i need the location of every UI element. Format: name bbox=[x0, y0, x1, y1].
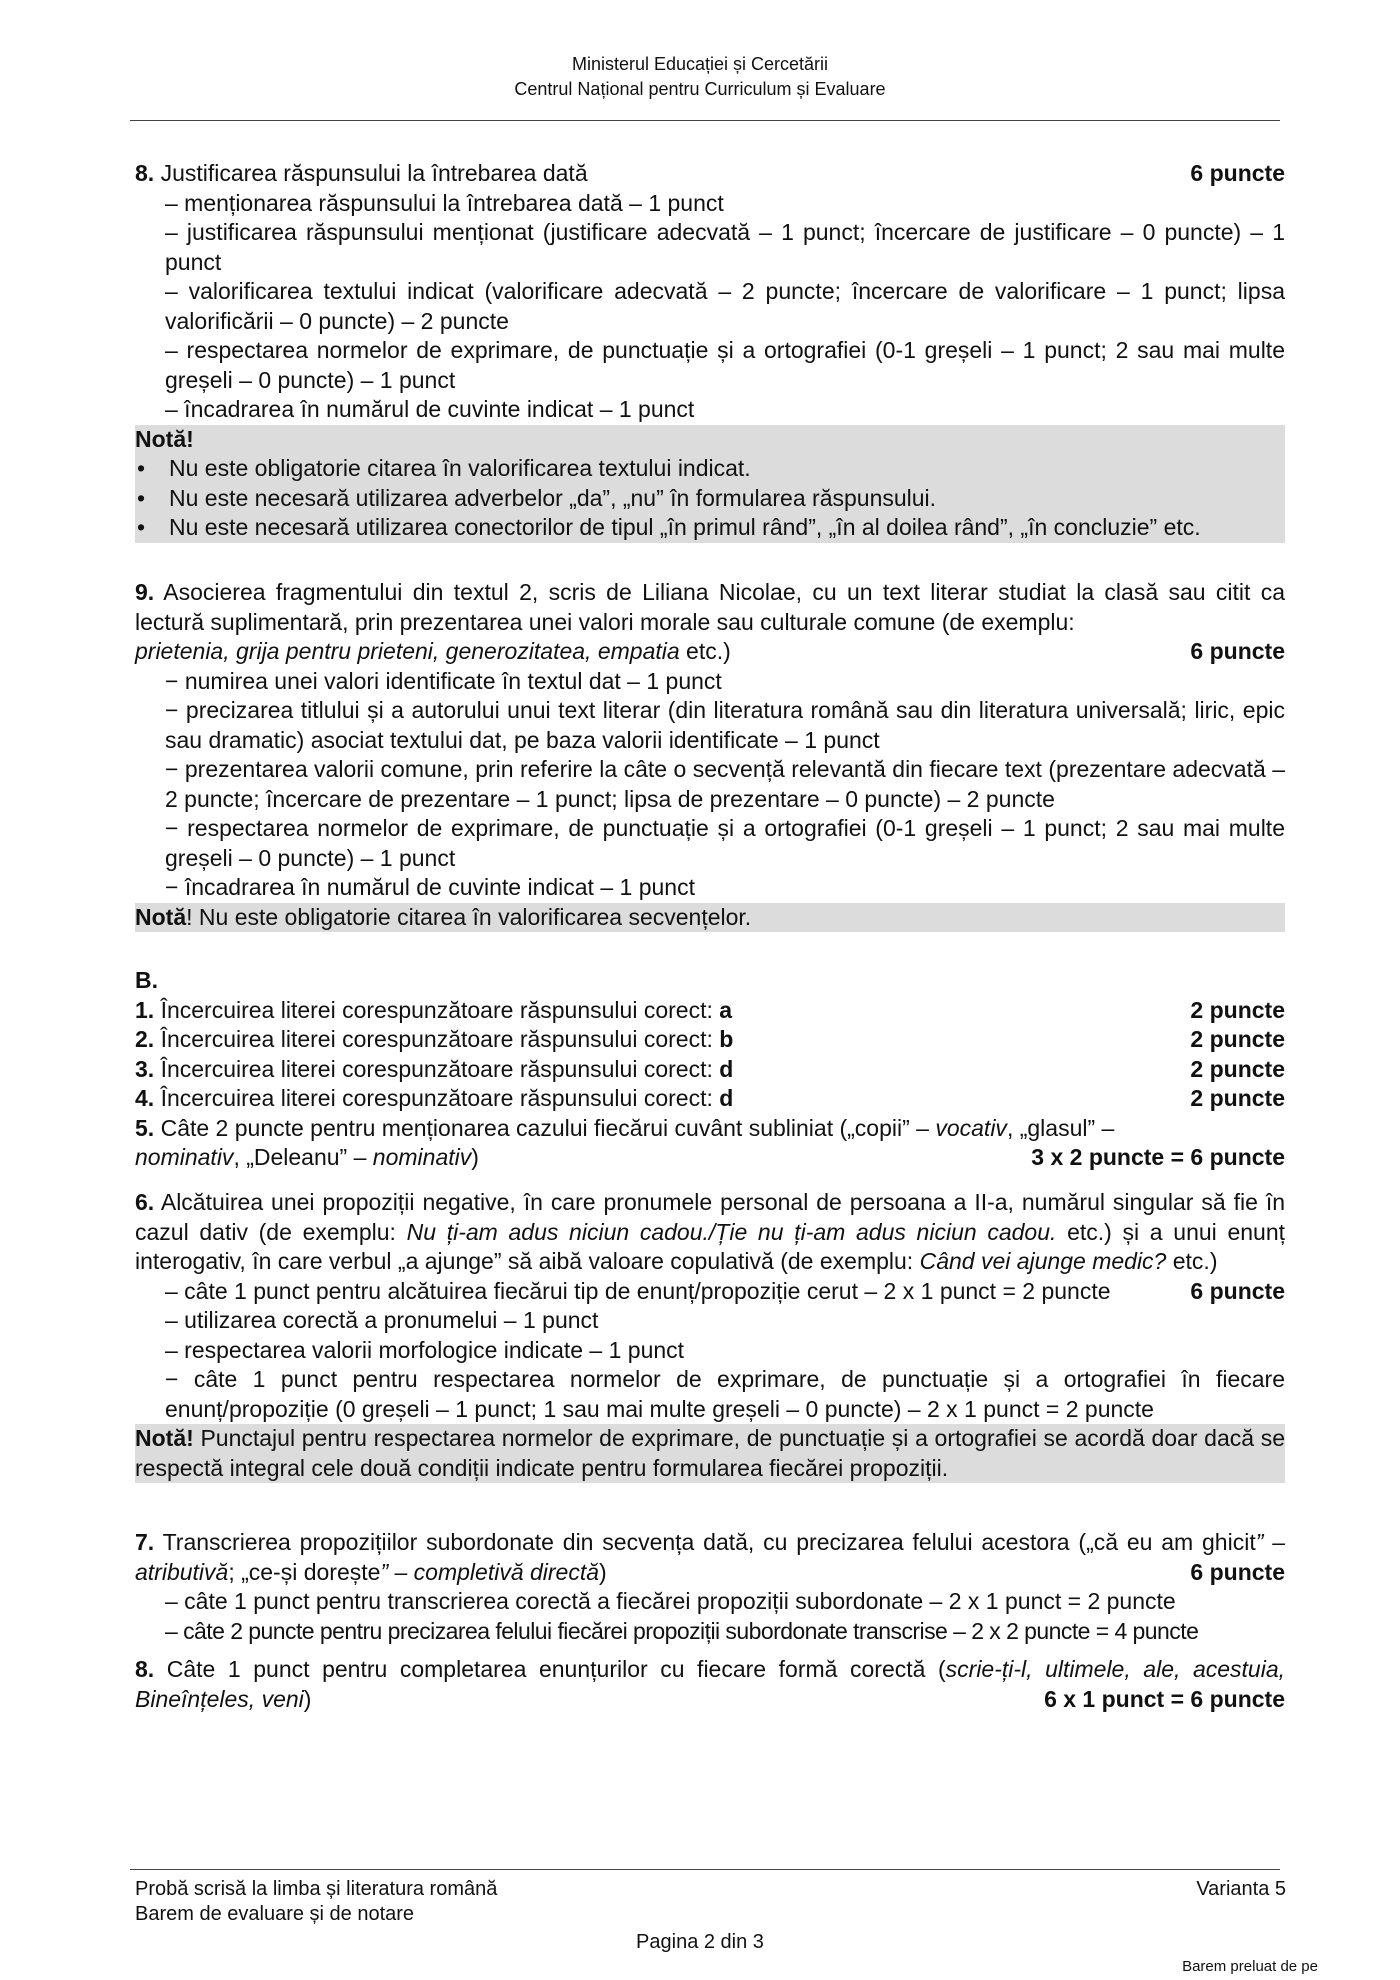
b5-points: 3 x 2 puncte = 6 puncte bbox=[1031, 1144, 1285, 1170]
b6-note-title: Notă! bbox=[135, 1425, 194, 1451]
b3-number: 3. bbox=[135, 1055, 155, 1082]
b7-item: – câte 2 puncte pentru precizarea felului fiecărei propoziții subordonate transcrise – 2 x 2 puncte = 4 puncte bbox=[165, 1617, 1199, 1644]
b-question-6 bbox=[135, 1188, 1285, 1483]
b4-text: Încercuirea literei corespunzătoare răspunsului corect: bbox=[154, 1085, 720, 1111]
q9-note bbox=[135, 903, 1285, 933]
b-row-1 bbox=[135, 996, 1285, 1026]
q9-item: − numirea unei valori identificate în textul dat – 1 punct bbox=[165, 667, 722, 694]
b4-answer: d bbox=[719, 1085, 734, 1111]
section-b-label: B. bbox=[135, 967, 158, 993]
q8-note-title: Notă! bbox=[135, 425, 194, 452]
b3-text: Încercuirea literei corespunzătoare răspunsului corect: bbox=[154, 1055, 720, 1082]
b6-note bbox=[135, 1424, 1285, 1483]
header-ministry: Ministerul Educației și Cercetării bbox=[571, 54, 829, 74]
bullet-icon: • bbox=[137, 455, 146, 481]
b-question-8 bbox=[135, 1655, 1285, 1714]
b-question-7 bbox=[135, 1528, 1285, 1646]
b3-answer: d bbox=[719, 1055, 734, 1082]
section-b bbox=[135, 966, 1285, 1173]
b7-number: 7. bbox=[135, 1529, 155, 1555]
q9-etc: etc.) bbox=[679, 638, 731, 664]
footer-barem-title: Barem de evaluare și de notare bbox=[135, 1903, 415, 1925]
b6-text: etc.) și a unui enunț interogativ, în care verbul „a ajunge” să aibă valoare copulativă (de exemplu: bbox=[135, 1218, 1286, 1274]
b7-type: atributivă bbox=[135, 1558, 229, 1585]
b2-text: Încercuirea literei corespunzătoare răspunsului corect: bbox=[154, 1026, 720, 1052]
b2-answer: b bbox=[719, 1026, 734, 1052]
b1-text: Încercuirea literei corespunzătoare răspunsului corect: bbox=[154, 996, 720, 1023]
b8-number: 8. bbox=[135, 1656, 155, 1682]
q8-item: – încadrarea în numărul de cuvinte indicat – 1 punct bbox=[165, 396, 695, 422]
b2-points: 2 puncte bbox=[1190, 1026, 1285, 1052]
b6-example: Nu ți-am adus niciun cadou./Ție nu ți-am adus niciun cadou. bbox=[406, 1218, 1057, 1245]
b6-text: Alcătuirea unei propoziții negative, în care pronumele personal de persoana a II-a, numărul singular să fie în cazul dativ (de exemplu: bbox=[135, 1189, 1285, 1245]
b7-type: completivă directă bbox=[413, 1558, 600, 1585]
b5-case: nominativ bbox=[135, 1144, 234, 1170]
b8-forms: scrie-ți-l, ultimele, ale, acestuia, Bineînțeles, veni bbox=[135, 1656, 1285, 1712]
b5-text: , „glasul” – bbox=[1006, 1114, 1115, 1141]
q9-text: Asocierea fragmentului din textul 2, scris de Liliana Nicolae, cu un text literar studiat la clasă sau citit ca lectură suplimentară, prin prezentarea unei valori morale sau culturale comune (de exemplu: bbox=[135, 579, 1285, 635]
q8-note-bullet bbox=[135, 454, 1285, 484]
q8-number: 8. bbox=[135, 160, 155, 186]
q9-item: − încadrarea în numărul de cuvinte indicat – 1 punct bbox=[165, 874, 695, 900]
b7-text: ” – bbox=[380, 1558, 414, 1585]
b5-number: 5. bbox=[135, 1114, 155, 1141]
b-row-2 bbox=[135, 1025, 1285, 1055]
b5-text: Câte 2 puncte pentru menționarea cazului fiecărui cuvânt subliniat („copii” – bbox=[154, 1114, 936, 1141]
question-8-section bbox=[135, 159, 1285, 543]
q8-item: – valorificarea textului indicat (valorificare adecvată – 2 puncte; încercare de valorificare – 1 punct; lipsa valorificării – 0 puncte) – 2 puncte bbox=[165, 278, 1285, 334]
q8-note-box bbox=[135, 425, 1285, 543]
header-divider bbox=[130, 120, 1280, 121]
b6-example: Când vei ajunge medic? bbox=[919, 1248, 1167, 1274]
header-center: Centrul Național pentru Curriculum și Evaluare bbox=[514, 79, 886, 99]
q8-note-text: Nu este obligatorie citarea în valorificarea textului indicat. bbox=[169, 455, 751, 481]
q9-item: − prezentarea valorii comune, prin referire la câte o secvență relevantă din fiecare text (prezentare adecvată – 2 puncte; încercare de prezentare – 1 punct; lipsa de prezentare – 0 puncte) – 2 puncte bbox=[165, 756, 1285, 812]
q9-note-title: Notă bbox=[135, 903, 187, 930]
q8-note-bullet bbox=[135, 513, 1285, 543]
b-row-3 bbox=[135, 1055, 1285, 1085]
footer-divider bbox=[130, 1869, 1280, 1870]
q9-item: − precizarea titlului și a autorului unui text literar (din literatura română sau din literatura universală; liric, epic sau dramatic) asociat textului dat, pe baza valorii identificate – 1 punct bbox=[165, 697, 1285, 753]
b6-item: − câte 1 punct pentru respectarea normelor de exprimare, de punctuație și a ortografiei în fiecare enunț/propoziție (0 greșeli – 1 punct; 1 sau mai multe greșeli – 0 puncte) – 2 x 1 punct = 2 puncte bbox=[165, 1366, 1285, 1422]
b1-points: 2 puncte bbox=[1190, 996, 1285, 1023]
b7-text: ; „ce-și dorește bbox=[228, 1558, 381, 1585]
q9-note-text: ! Nu este obligatorie citarea în valorificarea secvențelor. bbox=[186, 903, 752, 930]
b6-item: – utilizarea corectă a pronumelui – 1 punct bbox=[165, 1307, 599, 1333]
b5-text: ) bbox=[471, 1144, 479, 1170]
q9-number: 9. bbox=[135, 579, 155, 605]
bullet-icon: • bbox=[137, 514, 146, 540]
b5-text-line bbox=[135, 1114, 1285, 1144]
b6-item: – respectarea valorii morfologice indicate – 1 punct bbox=[165, 1336, 685, 1363]
q9-item: − respectarea normelor de exprimare, de punctuație și a ortografiei (0-1 greșeli – 1 punct; 2 sau mai multe greșeli – 0 puncte) – 1 punct bbox=[165, 815, 1285, 871]
b8-text: ) bbox=[303, 1685, 312, 1712]
b5-text: , „Deleanu” – bbox=[233, 1144, 373, 1170]
q8-item: – respectarea normelor de exprimare, de punctuație și a ortografiei (0-1 greșeli – 1 punct; 2 sau mai multe greșeli – 0 puncte) – 1 punct bbox=[165, 337, 1285, 393]
footer-page-number: Pagina 2 din 3 bbox=[636, 1931, 764, 1953]
b1-number: 1. bbox=[135, 996, 155, 1023]
q8-note-text: Nu este necesară utilizarea conectorilor de tipul „în primul rând”, „în al doilea rând”, „în concluzie” etc. bbox=[169, 514, 1201, 540]
b7-item: – câte 1 punct pentru transcrierea corectă a fiecărei propoziții subordonate – 2 x 1 punct = 2 puncte bbox=[165, 1588, 1176, 1614]
footer-credit: Barem preluat de pe bbox=[1182, 1958, 1318, 1975]
b7-text: Transcrierea propozițiilor subordonate din secvența dată, cu precizarea felului acestora („că eu am ghicit bbox=[154, 1529, 1256, 1555]
q8-title: Justificarea răspunsului la întrebarea dată bbox=[160, 160, 588, 186]
b6-points: 6 puncte bbox=[1190, 1277, 1285, 1304]
q8-note-text: Nu este necesară utilizarea adverbelor „da”, „nu” în formularea răspunsului. bbox=[169, 484, 937, 511]
q8-points: 6 puncte bbox=[1190, 160, 1285, 186]
b8-text: Câte 1 punct pentru completarea enunțurilor cu fiecare formă corectă ( bbox=[154, 1656, 946, 1682]
b6-text: etc.) bbox=[1166, 1248, 1218, 1274]
b1-answer: a bbox=[719, 996, 733, 1023]
b-row-4 bbox=[135, 1084, 1285, 1114]
question-9-section bbox=[135, 578, 1285, 932]
b4-number: 4. bbox=[135, 1085, 155, 1111]
q9-examples: prietenia, grija pentru prieteni, generozitatea, empatia bbox=[135, 638, 680, 664]
b8-points: 6 x 1 punct = 6 puncte bbox=[1044, 1685, 1285, 1712]
footer-exam-title: Probă scrisă la limba și literatura română bbox=[135, 1878, 498, 1900]
b7-text: ) bbox=[599, 1558, 607, 1585]
b7-text: ” – bbox=[1255, 1529, 1285, 1555]
q9-points: 6 puncte bbox=[1190, 638, 1285, 664]
q8-item: – menționarea răspunsului la întrebarea dată – 1 punct bbox=[165, 189, 724, 216]
b6-note-text: Punctajul pentru respectarea normelor de exprimare, de punctuație și a ortografiei se acordă doar dacă se respectă integral cele două condiții indicate pentru formularea fiecărei propoziții. bbox=[135, 1425, 1285, 1481]
b4-points: 2 puncte bbox=[1190, 1085, 1285, 1111]
b5-case: vocativ bbox=[935, 1114, 1007, 1141]
footer-variant: Varianta 5 bbox=[1196, 1878, 1286, 1900]
b7-points: 6 puncte bbox=[1190, 1558, 1285, 1585]
q8-note-bullet bbox=[135, 484, 1285, 514]
q8-item: – justificarea răspunsului menționat (justificare adecvată – 1 punct; încercare de justificare – 0 puncte) – 1 punct bbox=[165, 219, 1285, 275]
b3-points: 2 puncte bbox=[1190, 1055, 1285, 1082]
b6-item: – câte 1 punct pentru alcătuirea fiecărui tip de enunț/propoziție cerut – 2 x 1 punct = 2 puncte bbox=[165, 1277, 1111, 1304]
b2-number: 2. bbox=[135, 1026, 155, 1052]
bullet-icon: • bbox=[137, 484, 146, 511]
b5-case: nominativ bbox=[372, 1144, 472, 1170]
b6-number: 6. bbox=[135, 1189, 155, 1215]
